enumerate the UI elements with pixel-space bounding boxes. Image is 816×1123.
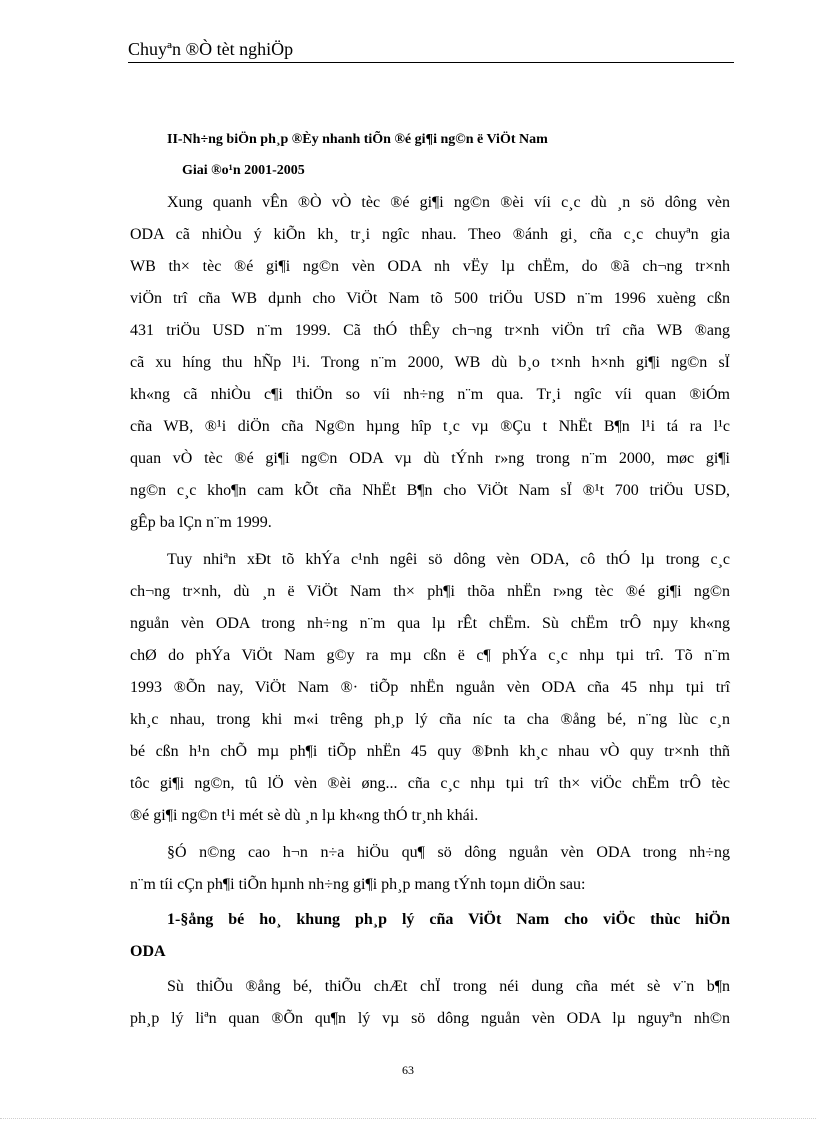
paragraph-1-line-4: viÖn trî cña WB dµnh cho ViÖt Nam tõ 500 triÖu USD n¨m 1996 xuèng cßn bbox=[130, 290, 730, 307]
paragraph-2-line-6: kh¸c nhau, trong khi m«i trêng ph¸p lý cña níc ta cha ®ång bé, n¨ng lùc c¸n bbox=[130, 711, 730, 728]
header-title: Chuyªn ®Ò tèt nghiÖp bbox=[128, 39, 294, 59]
paragraph-3-line-1: §Ó n©ng cao h¬n n÷a hiÖu qu¶ sö dông nguån vèn ODA trong nh÷ng bbox=[167, 844, 730, 861]
paragraph-1-line-11: gÊp ba lÇn n¨m 1999. bbox=[130, 514, 272, 531]
paragraph-3-line-2: n¨m tíi cÇn ph¶i tiÕn hµnh nh÷ng gi¶i ph¸p mang tÝnh toµn diÖn sau: bbox=[130, 876, 586, 893]
page-number: 63 bbox=[402, 1063, 414, 1077]
paragraph-2-line-9: ®é gi¶i ng©n t¹i mét sè dù ¸n lµ kh«ng thÓ tr¸nh khái. bbox=[130, 807, 479, 824]
subheading-line-2: ODA bbox=[130, 943, 166, 960]
paragraph-2-line-7: bé cßn h¹n chÕ mµ ph¶i tiÕp nhËn 45 quy ®Þnh kh¸c nhau vÒ quy tr×nh thñ bbox=[130, 743, 730, 760]
paragraph-2-line-5: 1993 ®Õn nay, ViÖt Nam ®· tiÕp nhËn nguån vèn ODA cña 45 nhµ tµi trî bbox=[130, 679, 730, 696]
page-header bbox=[128, 38, 734, 63]
page-bottom-divider bbox=[0, 1118, 816, 1119]
paragraph-2-line-8: tôc gi¶i ng©n, tû lÖ vèn ®èi øng... cña c¸c nhµ tµi trî th× viÖc chËm trÔ tèc bbox=[130, 775, 730, 792]
paragraph-2-line-2: ch¬ng tr×nh, dù ¸n ë ViÖt Nam th× ph¶i thõa nhËn r»ng tèc ®é gi¶i ng©n bbox=[130, 583, 730, 600]
paragraph-2-line-1: Tuy nhiªn xÐt tõ khÝa c¹nh ngêi sö dông vèn ODA, cô thÓ lµ trong c¸c bbox=[167, 551, 730, 568]
paragraph-1-line-1: Xung quanh vÊn ®Ò vÒ tèc ®é gi¶i ng©n ®èi víi c¸c dù ¸n sö dông vèn bbox=[167, 194, 730, 211]
paragraph-4-line-1: Sù thiÕu ®ång bé, thiÕu chÆt chÏ trong néi dung cña mét sè v¨n b¶n bbox=[167, 978, 730, 995]
paragraph-1-line-6: cã xu híng thu hÑp l¹i. Trong n¨m 2000, WB dù b¸o t×nh h×nh gi¶i ng©n sÏ bbox=[130, 354, 730, 371]
paragraph-1-line-3: WB th× tèc ®é gi¶i ng©n vèn ODA nh vËy lµ chËm, do ®ã ch¬ng tr×nh bbox=[130, 258, 730, 275]
paragraph-2-line-4: chØ do phÝa ViÖt Nam g©y ra mµ cßn ë c¶ phÝa c¸c nhµ tµi trî. Tõ n¨m bbox=[130, 647, 730, 664]
subheading-line-1: 1-§ång bé ho¸ khung ph¸p lý cña ViÖt Nam cho viÖc thùc hiÖn bbox=[167, 911, 730, 928]
paragraph-1-line-10: ng©n c¸c kho¶n cam kÕt cña NhËt B¶n cho ViÖt Nam sÏ ®¹t 700 triÖu USD, bbox=[130, 482, 730, 499]
paragraph-1-line-9: quan vÒ tèc ®é gi¶i ng©n ODA vµ dù tÝnh r»ng trong n¨m 2000, møc gi¶i bbox=[130, 450, 730, 467]
section-heading-line-2: Giai ®o¹n 2001-2005 bbox=[182, 163, 305, 178]
paragraph-4-line-2: ph¸p lý liªn quan ®Õn qu¶n lý vµ sö dông nguån vèn ODA lµ nguyªn nh©n bbox=[130, 1010, 730, 1027]
paragraph-1-line-2: ODA cã nhiÒu ý kiÕn kh¸ tr¸i ngîc nhau. Theo ®ánh gi¸ cña c¸c chuyªn gia bbox=[130, 226, 730, 243]
paragraph-1-line-5: 431 triÖu USD n¨m 1999. Cã thÓ thÊy ch¬ng tr×nh viÖn trî cña WB ®ang bbox=[130, 322, 730, 339]
paragraph-1-line-7: kh«ng cã nhiÒu c¶i thiÖn so víi nh÷ng n¨m qua. Tr¸i ngîc víi quan ®iÓm bbox=[130, 386, 730, 403]
section-heading-line-1: II-Nh÷ng biÖn ph¸p ®Èy nhanh tiÕn ®é gi¶i ng©n ë ViÖt Nam bbox=[167, 132, 548, 147]
paragraph-1-line-8: cña WB, ®¹i diÖn cña Ng©n hµng hîp t¸c vµ ®Çu t NhËt B¶n l¹i tá ra l¹c bbox=[130, 418, 730, 435]
paragraph-2-line-3: nguån vèn ODA trong nh÷ng n¨m qua lµ rÊt chËm. Sù chËm trÔ nµy kh«ng bbox=[130, 615, 730, 632]
